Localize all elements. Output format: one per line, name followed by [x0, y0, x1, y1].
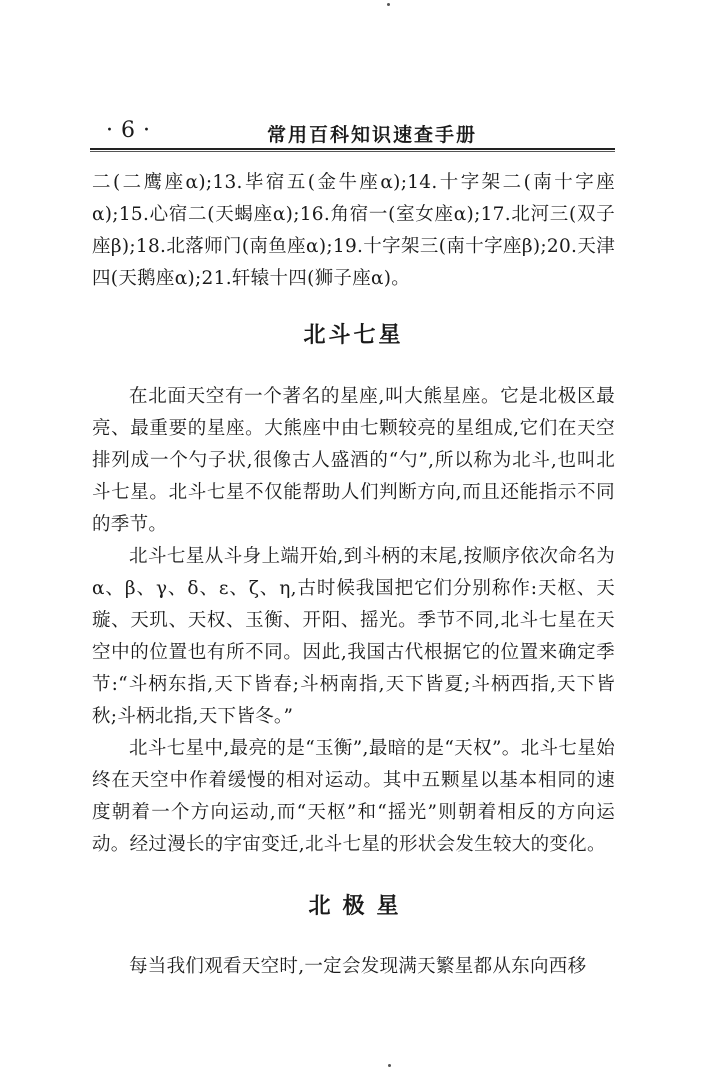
header-rule [90, 148, 615, 152]
continued-paragraph: 二(二鹰座α);13.毕宿五(金牛座α);14.十字架二(南十字座α);15.心宿二(天蝎座α);16.角宿一(室女座α);17.北河三(双子座β);18.北落师门(南鱼座α);19.十字架三(南十字座β);20.天津四(天鹅座α);21.轩辕十四(狮子座α)。 [92, 172, 615, 289]
page-body [92, 167, 615, 983]
paragraph: 北斗七星中,最亮的是“玉衡”,最暗的是“天权”。北斗七星始终在天空中作着缓慢的相对运动。其中五颗星以基本相同的速度朝着一个方向运动,而“天枢”和“摇光”则朝着相反的方向运动。经过漫长的宇宙变迁,北斗七星的形状会发生较大的变化。 [92, 738, 615, 855]
section-heading-polaris: 北极星 [308, 894, 411, 919]
section-heading-big-dipper: 北斗七星 [303, 323, 404, 348]
paragraph: 北斗七星从斗身上端开始,到斗柄的末尾,按顺序依次命名为α、β、γ、δ、ε、ζ、η,古时候我国把它们分别称作:天枢、天璇、天玑、天权、玉衡、开阳、摇光。季节不同,北斗七星在天空中的位置也有所不同。因此,我国古代根据它的位置来确定季节:“斗柄东指,天下皆春;斗柄南指,天下皆夏;斗柄西指,天下皆秋;斗柄北指,天下皆冬。” [92, 546, 615, 727]
scan-artifact-bottom [388, 1064, 391, 1067]
paragraph: 在北面天空有一个著名的星座,叫大熊星座。它是北极区最亮、最重要的星座。大熊座中由七颗较亮的星组成,它们在天空排列成一个勺子状,很像古人盛酒的“勺”,所以称为北斗,也叫北斗七星。北斗七星不仅能帮助人们判断方向,而且还能指示不同的季节。 [92, 386, 615, 535]
running-head [92, 118, 612, 148]
book-title: 常用百科知识速查手册 [266, 124, 477, 146]
page-number: ·6· [106, 118, 158, 143]
paragraph: 每当我们观看天空时,一定会发现满天繁星都从东向西移 [129, 956, 587, 977]
scan-artifact-top [387, 3, 390, 6]
